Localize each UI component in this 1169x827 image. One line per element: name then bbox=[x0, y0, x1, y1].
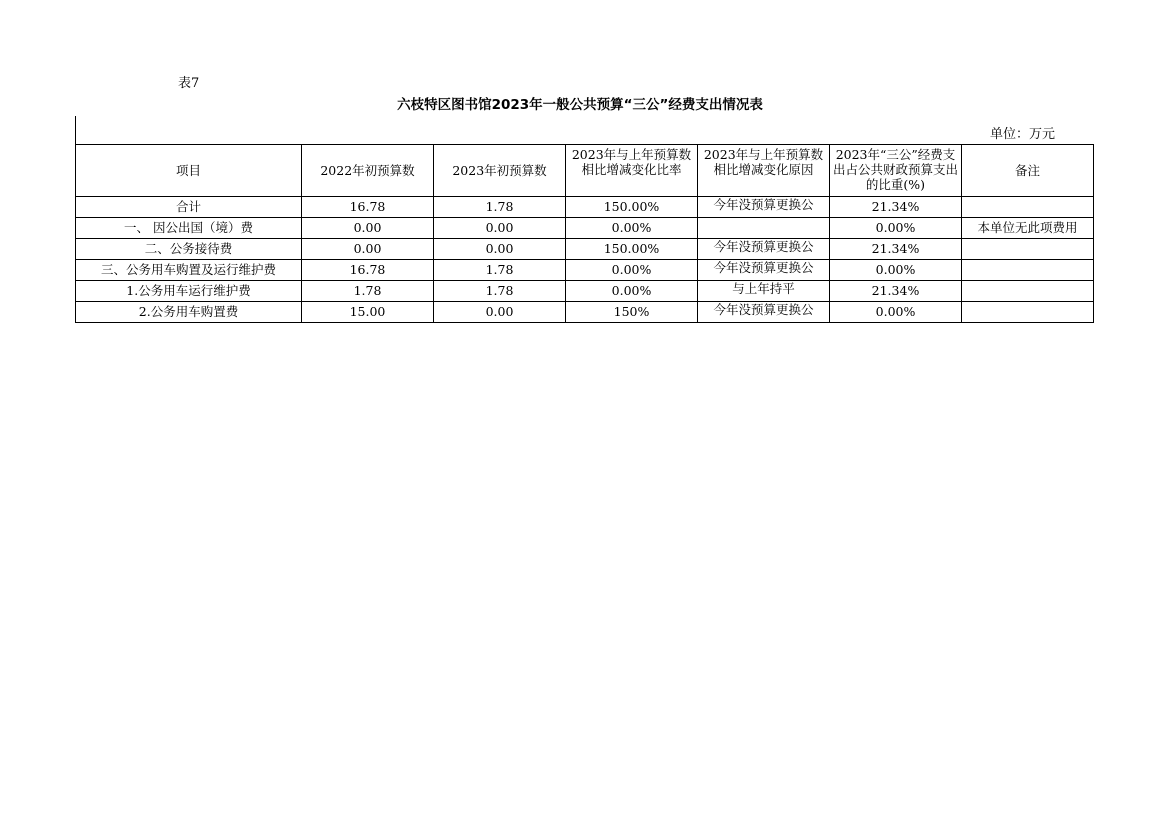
cell-share: 21.34% bbox=[830, 197, 962, 218]
cell-change-reason: 今年没预算更换公 bbox=[698, 302, 830, 323]
header-budget-2022: 2022年初预算数 bbox=[302, 145, 434, 197]
header-change-rate: 2023年与上年预算数相比增减变化比率 bbox=[566, 145, 698, 197]
cell-remark bbox=[962, 239, 1094, 260]
cell-item: 二、公务接待费 bbox=[76, 239, 302, 260]
table-left-border bbox=[75, 116, 76, 145]
cell-change-rate: 0.00% bbox=[566, 281, 698, 302]
cell-remark bbox=[962, 281, 1094, 302]
header-budget-2023: 2023年初预算数 bbox=[434, 145, 566, 197]
cell-remark bbox=[962, 260, 1094, 281]
cell-budget-2022: 16.78 bbox=[302, 197, 434, 218]
cell-change-reason: 今年没预算更换公 bbox=[698, 197, 830, 218]
cell-share: 0.00% bbox=[830, 302, 962, 323]
header-share: 2023年“三公”经费支出占公共财政预算支出的比重(%) bbox=[830, 145, 962, 197]
cell-share: 21.34% bbox=[830, 281, 962, 302]
cell-remark bbox=[962, 302, 1094, 323]
table-row bbox=[76, 281, 1094, 302]
cell-share: 0.00% bbox=[830, 218, 962, 239]
unit-label: 单位：万元 bbox=[990, 127, 1056, 142]
cell-item: 合计 bbox=[76, 197, 302, 218]
cell-item: 1.公务用车运行维护费 bbox=[76, 281, 302, 302]
table-row bbox=[76, 218, 1094, 239]
cell-budget-2022: 15.00 bbox=[302, 302, 434, 323]
table-row bbox=[76, 239, 1094, 260]
cell-item: 一、 因公出国（境）费 bbox=[76, 218, 302, 239]
header-item: 项目 bbox=[76, 145, 302, 197]
cell-item: 2.公务用车购置费 bbox=[76, 302, 302, 323]
cell-budget-2022: 0.00 bbox=[302, 218, 434, 239]
cell-budget-2023: 0.00 bbox=[434, 218, 566, 239]
cell-change-rate: 0.00% bbox=[566, 218, 698, 239]
cell-budget-2022: 0.00 bbox=[302, 239, 434, 260]
table-row bbox=[76, 302, 1094, 323]
cell-budget-2023: 1.78 bbox=[434, 260, 566, 281]
header-change-reason: 2023年与上年预算数相比增减变化原因 bbox=[698, 145, 830, 197]
cell-change-rate: 150.00% bbox=[566, 239, 698, 260]
cell-remark bbox=[962, 197, 1094, 218]
cell-change-reason: 今年没预算更换公 bbox=[698, 260, 830, 281]
header-remark: 备注 bbox=[962, 145, 1094, 197]
cell-remark: 本单位无此项费用 bbox=[962, 218, 1094, 239]
table-number: 表7 bbox=[178, 76, 200, 91]
cell-budget-2023: 1.78 bbox=[434, 197, 566, 218]
cell-change-rate: 150.00% bbox=[566, 197, 698, 218]
cell-budget-2023: 0.00 bbox=[434, 302, 566, 323]
cell-change-rate: 150% bbox=[566, 302, 698, 323]
cell-change-reason: 与上年持平 bbox=[698, 281, 830, 302]
header-row bbox=[76, 145, 1094, 197]
cell-item: 三、公务用车购置及运行维护费 bbox=[76, 260, 302, 281]
cell-budget-2023: 0.00 bbox=[434, 239, 566, 260]
cell-budget-2022: 1.78 bbox=[302, 281, 434, 302]
table-row bbox=[76, 197, 1094, 218]
cell-change-rate: 0.00% bbox=[566, 260, 698, 281]
table-row bbox=[76, 260, 1094, 281]
cell-change-reason: 今年没预算更换公 bbox=[698, 239, 830, 260]
page-title: 六枝特区图书馆2023年一般公共预算“三公”经费支出情况表 bbox=[397, 97, 763, 113]
cell-change-reason bbox=[698, 218, 830, 239]
cell-share: 0.00% bbox=[830, 260, 962, 281]
cell-budget-2022: 16.78 bbox=[302, 260, 434, 281]
budget-table bbox=[75, 144, 1094, 323]
cell-share: 21.34% bbox=[830, 239, 962, 260]
cell-budget-2023: 1.78 bbox=[434, 281, 566, 302]
